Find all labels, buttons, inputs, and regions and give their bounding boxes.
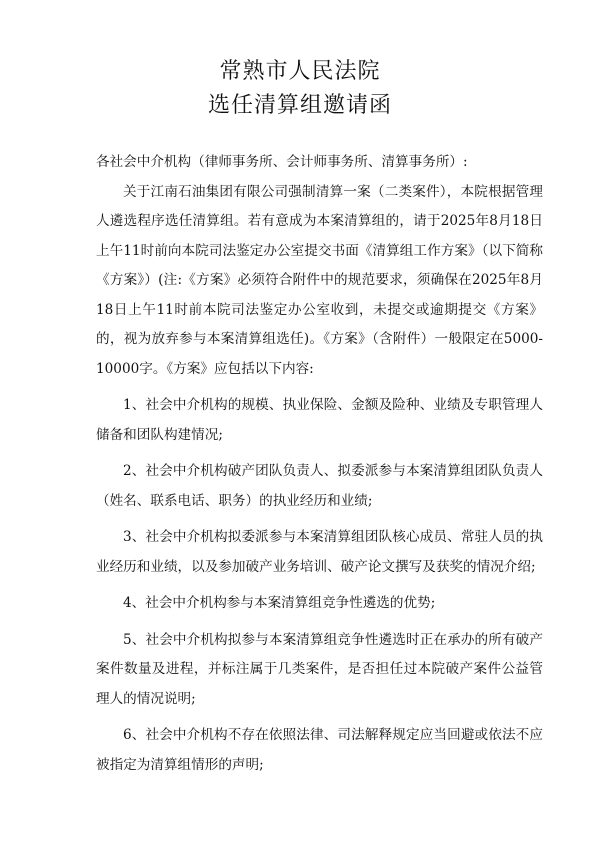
title-block [0,55,600,123]
salutation: 各社会中介机构（律师事务所、会计师事务所、清算事务所）: [96,154,468,170]
list-item: 3、社会中介机构拟委派参与本案清算组团队核心成员、常驻人员的执业经历和业绩，以及参加破产业务培训、破产论文撰写及获奖的情况介绍; [96,529,543,575]
list-item: 5、社会中介机构拟参与本案清算组竞争性遴选时正在承办的所有破产案件数量及进程，并标注属于几类案件，是否担任过本院破产案件公益管理人的情况说明; [96,631,543,707]
list-item: 1、社会中介机构的规模、执业保险、金额及险种、业绩及专职管理人储备和团队构建情况; [96,397,543,443]
court-name-title: 常熟市人民法院 [219,59,381,84]
list-item: 6、社会中介机构不存在依照法律、司法解释规定应当回避或依法不应被指定为清算组情形的声明; [96,727,543,773]
letter-title: 选任清算组邀请函 [207,93,392,118]
intro-paragraph: 关于江南石油集团有限公司强制清算一案（二类案件），本院根据管理人遴选程序选任清算组。若有意成为本案清算组的，请于2025年8月18日上午11时前向本院司法鉴定办公室提交书面《清算组工作方案》（以下简称《方案》）(注:《方案》必须符合附件中的规范要求，须确保在2025年8月18日上午11时前本院司法鉴定办公室收到，未提交或逾期提交《方案》的，视为放弃参与本案清算组选任)。《方案》（含附件）一般限定在5000-10000字。《方案》应包括以下内容: [96,183,543,377]
list-item: 2、社会中介机构破产团队负责人、拟委派参与本案清算组团队负责人（姓名、联系电话、职务）的执业经历和业绩; [96,463,543,509]
list-item: 4、社会中介机构参与本案清算组竞争性遴选的优势; [123,595,436,611]
letter-body [96,148,543,780]
